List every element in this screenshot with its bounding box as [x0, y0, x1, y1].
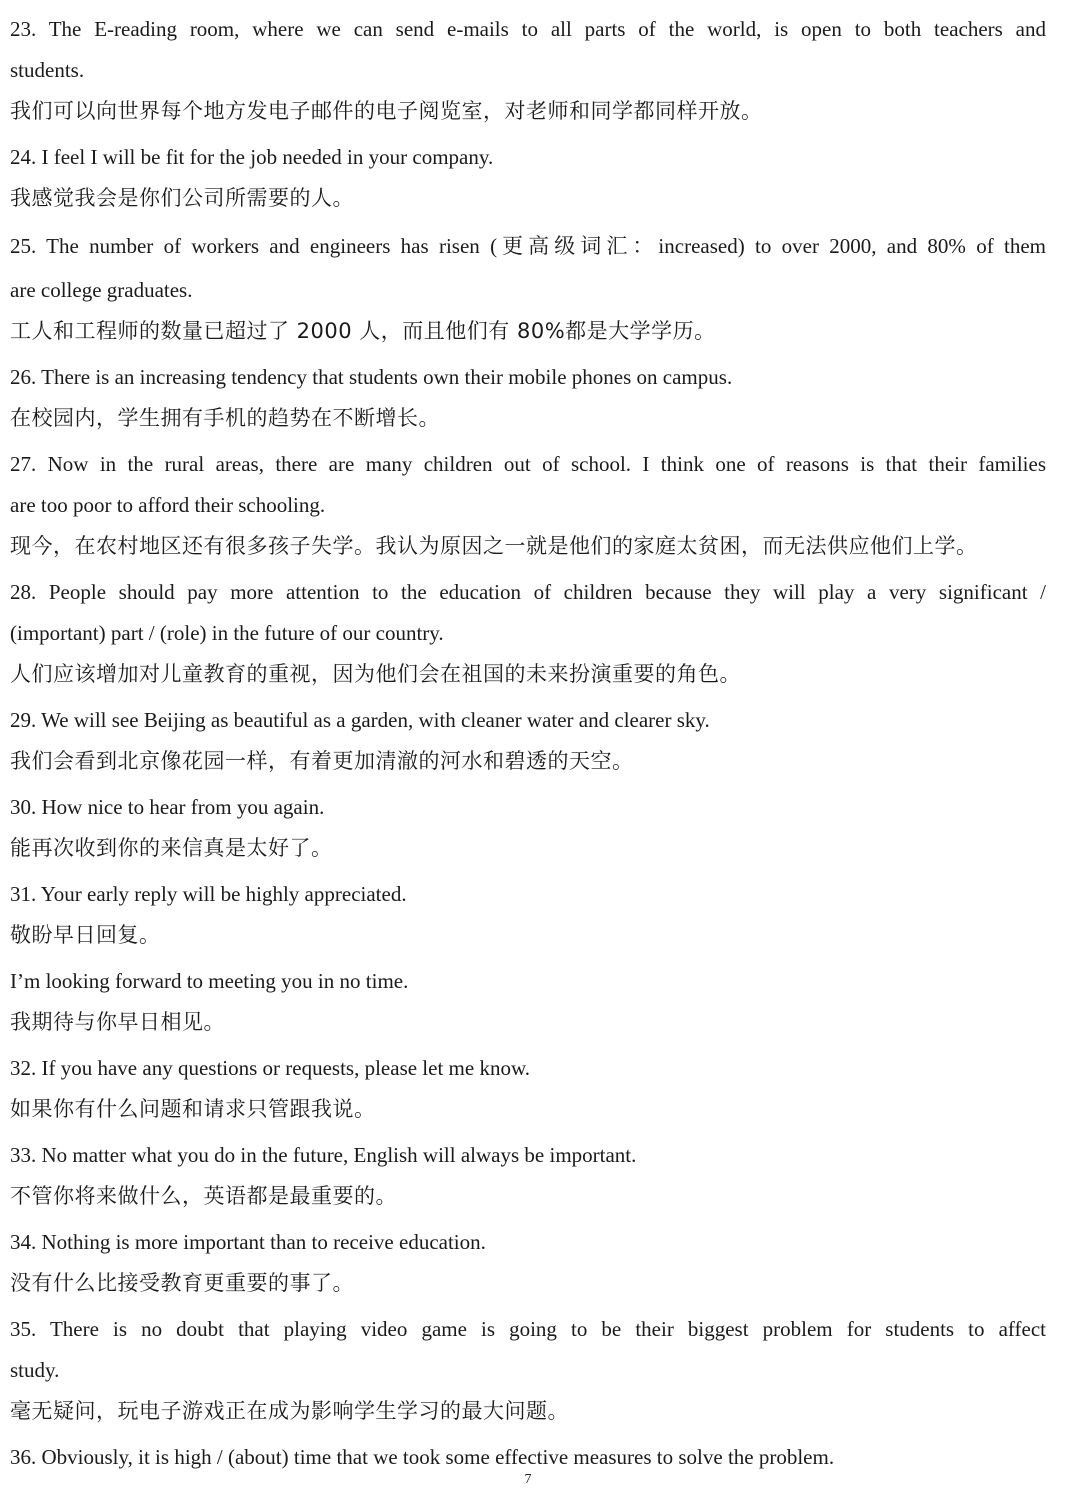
sentence-23-english-line-1: 23. The E-reading room, where we can send e-mails to all parts of the world, is open to both teachers and — [10, 17, 1046, 41]
sentence-31-chinese: 敬盼早日回复。 — [10, 923, 161, 947]
sentence-31b-english: I’m looking forward to meeting you in no time. — [10, 969, 409, 993]
sentence-29-chinese: 我们会看到北京像花园一样，有着更加清澈的河水和碧透的天空。 — [10, 749, 634, 773]
sentence-24-chinese: 我感觉我会是你们公司所需要的人。 — [10, 186, 354, 210]
sentence-27-english-line-2: are too poor to afford their schooling. — [10, 493, 326, 517]
sentence-25-chinese: 工人和工程师的数量已超过了 2000 人，而且他们有 80%都是大学学历。 — [10, 319, 716, 343]
sentence-23-chinese: 我们可以向世界每个地方发电子邮件的电子阅览室，对老师和同学都同样开放。 — [10, 99, 763, 123]
sentence-26-english: 26. There is an increasing tendency that students own their mobile phones on campus. — [10, 365, 733, 389]
sentence-35-english-line-2: study. — [10, 1358, 60, 1382]
sentence-32-english: 32. If you have any questions or requests, please let me know. — [10, 1056, 531, 1080]
sentence-32-chinese: 如果你有什么问题和请求只管跟我说。 — [10, 1097, 376, 1121]
sentence-27-chinese: 现今，在农村地区还有很多孩子失学。我认为原因之一就是他们的家庭太贫困，而无法供应他们上学。 — [10, 534, 978, 558]
sentence-28-english-line-2: (important) part / (role) in the future of our country. — [10, 621, 444, 645]
sentence-36-english: 36. Obviously, it is high / (about) time that we took some effective measures to solve the problem. — [10, 1445, 835, 1469]
sentence-24-english: 24. I feel I will be fit for the job needed in your company. — [10, 145, 494, 169]
sentence-30-english: 30. How nice to hear from you again. — [10, 795, 325, 819]
sentence-33-chinese: 不管你将来做什么，英语都是最重要的。 — [10, 1184, 397, 1208]
sentence-27-english-line-1: 27. Now in the rural areas, there are many children out of school. I think one of reasons is that their families — [10, 452, 1046, 476]
document-page — [10, 0, 1046, 1487]
sentence-31-english: 31. Your early reply will be highly appreciated. — [10, 882, 407, 906]
sentence-25-english-line-2: are college graduates. — [10, 278, 193, 302]
sentence-35-chinese: 毫无疑问，玩电子游戏正在成为影响学生学习的最大问题。 — [10, 1399, 569, 1423]
page-number: 7 — [524, 1472, 532, 1487]
sentence-35-english-line-1: 35. There is no doubt that playing video game is going to be their biggest problem for students to affect — [10, 1317, 1046, 1341]
sentence-28-english-line-1: 28. People should pay more attention to the education of children because they will play a very significant / — [10, 580, 1046, 604]
sentence-23-english-line-2: students. — [10, 58, 85, 82]
sentence-34-chinese: 没有什么比接受教育更重要的事了。 — [10, 1271, 354, 1295]
sentence-34-english: 34. Nothing is more important than to receive education. — [10, 1230, 486, 1254]
sentence-28-chinese: 人们应该增加对儿童教育的重视，因为他们会在祖国的未来扮演重要的角色。 — [10, 662, 741, 686]
sentence-30-chinese: 能再次收到你的来信真是太好了。 — [10, 836, 333, 860]
sentence-33-english: 33. No matter what you do in the future, English will always be important. — [10, 1143, 637, 1167]
sentence-25-english-line-1: 25. The number of workers and engineers has risen (更高级词汇：increased) to over 2000, and 80% of them — [10, 234, 1046, 258]
sentence-29-english: 29. We will see Beijing as beautiful as a garden, with cleaner water and clearer sky. — [10, 708, 710, 732]
sentence-31b-chinese: 我期待与你早日相见。 — [10, 1010, 225, 1034]
sentence-26-chinese: 在校园内，学生拥有手机的趋势在不断增长。 — [10, 406, 440, 430]
